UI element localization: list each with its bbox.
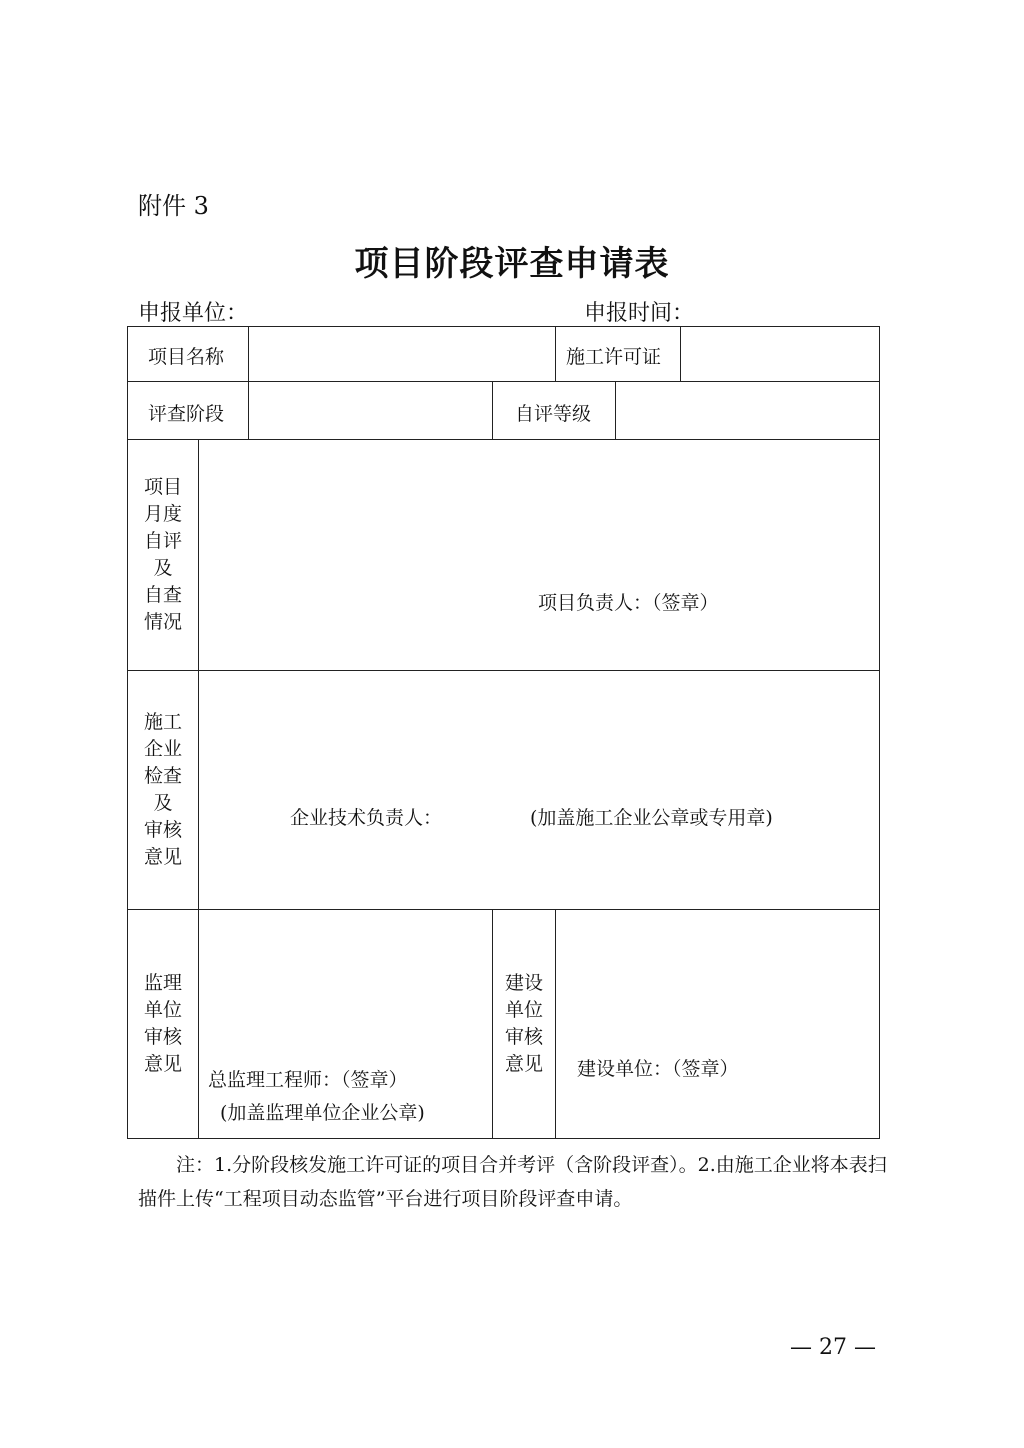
construction-unit-review-label: 建设 单位 审核 意见	[504, 972, 543, 1075]
construction-unit-signature: 建设单位：（签章）	[577, 1058, 739, 1080]
company-seal-note: (加盖施工企业公章或专用章)	[530, 807, 773, 829]
table-rule	[248, 326, 249, 439]
grade-label: 自评等级	[515, 403, 592, 425]
table-border-bottom	[127, 1138, 880, 1139]
page-number: — 27 —	[790, 1335, 876, 1360]
footnote: 注：1.分阶段核发施工许可证的项目合并考评（含阶段评查）。2.由施工企业将本表扫描件上传“工程项目动态监管”平台进行项目阶段评查申请。	[138, 1154, 887, 1210]
unit-label: 申报单位：	[138, 301, 249, 326]
table-rule	[127, 439, 880, 440]
project-manager-signature: 项目负责人：（签章）	[538, 592, 719, 614]
table-rule	[555, 326, 556, 381]
chief-supervisor-signature: 总监理工程师：（签章）	[208, 1069, 408, 1091]
table-rule	[680, 326, 681, 381]
table-border-top	[127, 326, 880, 327]
stage-label: 评查阶段	[148, 403, 225, 425]
tech-lead-signature: 企业技术负责人：	[290, 807, 443, 829]
table-rule	[127, 381, 880, 382]
form-title: 项目阶段评查申请表	[354, 244, 670, 284]
supervision-seal-note: (加盖监理单位企业公章)	[220, 1102, 425, 1124]
company-review-label: 施工 企业 检查 及 审核 意见	[143, 711, 182, 868]
time-label: 申报时间：	[584, 301, 695, 326]
table-rule	[127, 670, 880, 671]
table-rule	[127, 909, 880, 910]
permit-label: 施工许可证	[566, 346, 662, 368]
table-rule	[492, 381, 493, 439]
table-rule	[198, 439, 199, 1139]
table-rule	[615, 381, 616, 439]
supervision-review-label: 监理 单位 审核 意见	[143, 972, 182, 1075]
self-evaluation-label: 项目 月度 自评 及 自查 情况	[143, 476, 182, 633]
attachment-label: 附件 3	[138, 192, 209, 220]
project-name-label: 项目名称	[148, 346, 225, 368]
table-border-right	[879, 326, 880, 1139]
